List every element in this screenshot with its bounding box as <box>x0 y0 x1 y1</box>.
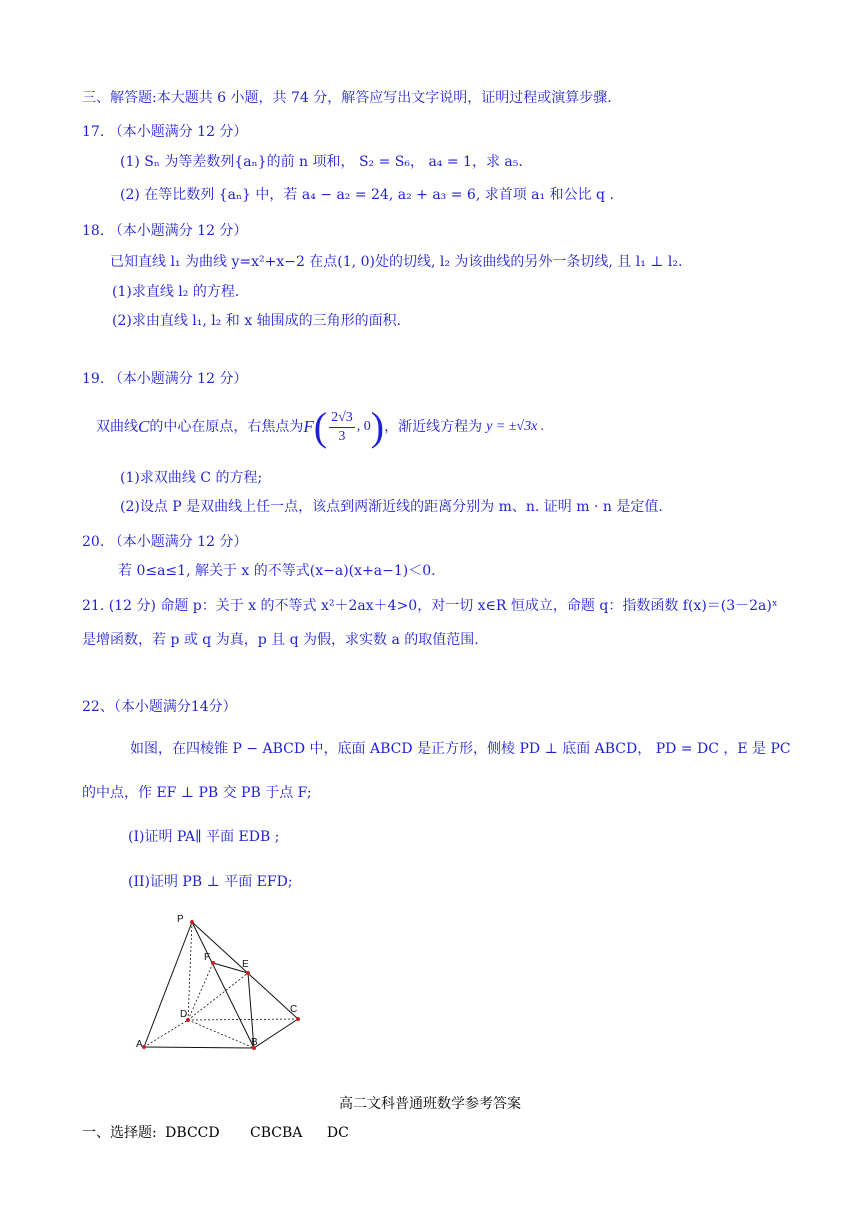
q19-focus-f: F <box>303 417 314 436</box>
q19-frac-num: 2√3 <box>329 409 355 428</box>
q19-left-paren: ( <box>313 404 328 449</box>
q22-part2: (II)证明 PB ⊥ 平面 EFD; <box>128 874 293 890</box>
q20-stem: 若 0≤a≤1, 解关于 x 的不等式(x−a)(x+a−1)＜0. <box>118 563 436 579</box>
answers-group-1: DBCCD <box>165 1125 220 1141</box>
q19-stem-b: 的中心在原点，右焦点为 <box>149 419 304 435</box>
q21-line2: 是增函数，若 p 或 q 为真，p 且 q 为假，求实数 a 的取值范围. <box>82 632 479 648</box>
q18-stem: 已知直线 l₁ 为曲线 y=x²+x−2 在点(1, 0)处的切线, l₂ 为该曲线的另外一条切线, 且 l₁ ⊥ l₂. <box>110 254 683 270</box>
vertex-p <box>190 920 194 924</box>
label-b: B <box>251 1037 258 1048</box>
q19-fraction <box>329 409 355 446</box>
q19-stem-c: ，渐近线方程为 <box>384 419 483 435</box>
q17-part1: (1) Sₙ 为等差数列{aₙ}的前 n 项和， S₂ = S₆， a₄ = 1，求 a₅. <box>120 154 523 170</box>
edge-bc <box>254 1019 298 1048</box>
q19-part1: (1)求双曲线 C 的方程; <box>120 470 263 486</box>
vertex-c <box>296 1017 300 1021</box>
q22-line1: 如图，在四棱锥 P − ABCD 中，底面 ABCD 是正方形，侧棱 PD ⊥ 底面 ABCD， PD = DC ，E 是 PC <box>130 741 791 757</box>
q22-part1: (I)证明 PA∥ 平面 EDB ; <box>128 829 280 845</box>
answers-group-2: CBCBA <box>250 1125 303 1141</box>
q18-heading: 18. （本小题满分 12 分） <box>82 223 248 239</box>
q19-heading: 19. （本小题满分 12 分） <box>82 371 248 387</box>
edge-dc <box>188 1019 298 1020</box>
label-a: A <box>136 1039 143 1050</box>
q18-part2: (2)求由直线 l₁, l₂ 和 x 轴围成的三角形的面积. <box>112 313 402 329</box>
answers-choice-label: 一、选择题: <box>82 1125 157 1141</box>
edge-df <box>188 963 213 1020</box>
label-d: D <box>180 1009 188 1020</box>
q22-heading: 22、（本小题满分14分） <box>82 699 237 715</box>
vertex-f <box>211 961 215 965</box>
q19-part2: (2)设点 P 是双曲线上任一点，该点到两渐近线的距离分别为 m、n. 证明 m · n 是定值. <box>120 499 663 515</box>
q19-zero: , 0 <box>356 419 371 434</box>
edge-ad <box>144 1020 188 1047</box>
answers-choices <box>82 1124 349 1142</box>
edge-pa <box>144 922 192 1047</box>
q19-asymptote: y = ±√3x . <box>486 419 545 434</box>
q18-part1: (1)求直线 l₂ 的方程. <box>112 284 240 300</box>
pyramid-figure <box>130 910 310 1055</box>
q17-part2: (2) 在等比数列 {aₙ} 中，若 a₄ − a₂ = 24, a₂ + a₃ = 6, 求首项 a₁ 和公比 q . <box>120 187 614 203</box>
q19-right-paren: ) <box>370 404 385 449</box>
edge-pd <box>188 922 192 1020</box>
q21-line1: 21. (12 分) 命题 p：关于 x 的不等式 x²＋2ax＋4>0，对一切 x∈R 恒成立，命题 q：指数函数 f(x)＝(3－2a)ˣ <box>82 598 778 614</box>
q22-line2: 的中点，作 EF ⊥ PB 交 PB 于点 F; <box>82 785 312 801</box>
q17-heading: 17. （本小题满分 12 分） <box>82 124 248 140</box>
edge-ab <box>144 1047 254 1048</box>
q20-heading: 20. （本小题满分 12 分） <box>82 534 248 550</box>
label-f: F <box>204 952 211 963</box>
q19-stem <box>96 403 544 451</box>
q19-stem-a: 双曲线 <box>96 419 138 435</box>
answers-group-3: DC <box>326 1125 349 1141</box>
vertex-e <box>246 971 250 975</box>
label-c: C <box>290 1004 298 1015</box>
label-e: E <box>242 959 249 970</box>
edge-de <box>188 973 248 1020</box>
section-title: 三、解答题:本大题共 6 小题，共 74 分，解答应写出文字说明，证明过程或演算步骤. <box>82 90 612 106</box>
answers-title: 高二文科普通班数学参考答案 <box>339 1096 521 1112</box>
label-p: P <box>177 914 184 925</box>
q19-curve-c: C <box>138 417 150 436</box>
edge-pb <box>192 922 254 1048</box>
q19-frac-den: 3 <box>338 428 346 444</box>
edge-db <box>188 1020 254 1048</box>
